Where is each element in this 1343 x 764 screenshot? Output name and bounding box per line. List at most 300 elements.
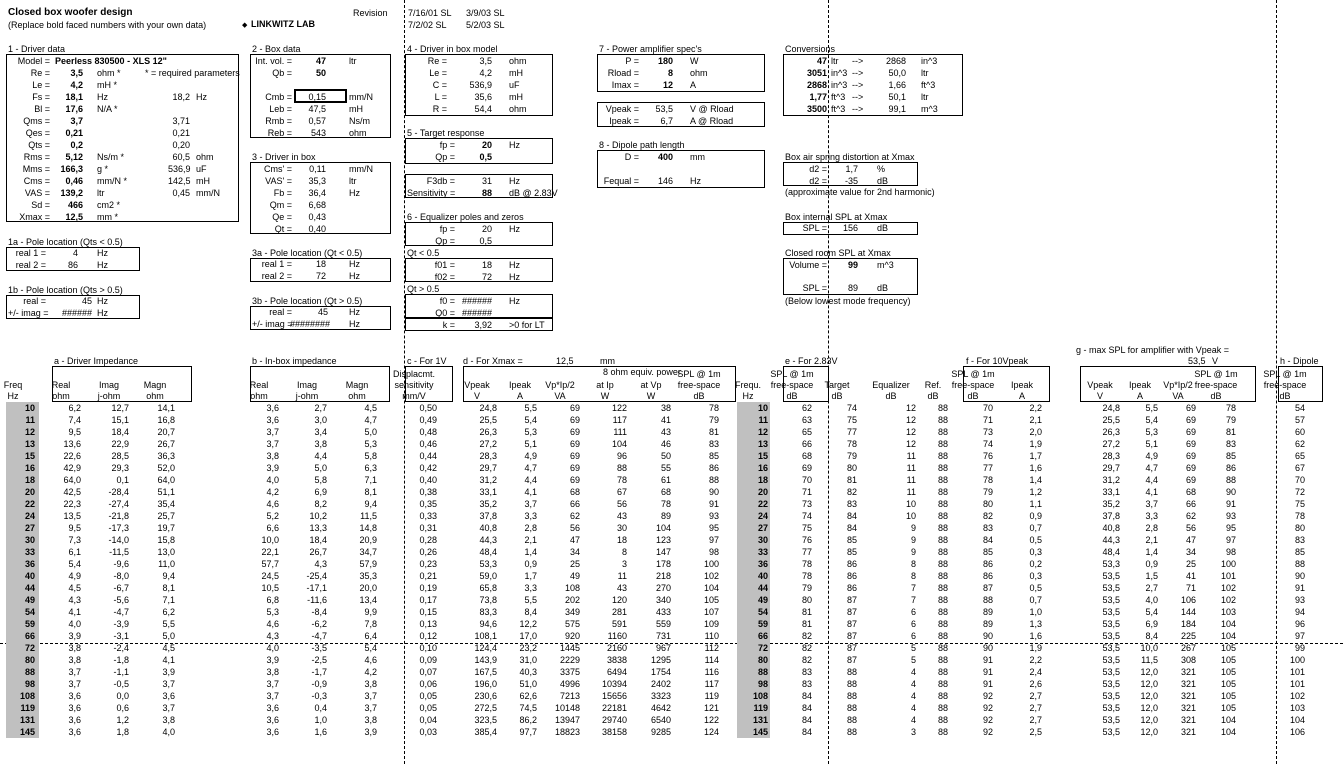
cell-c4: 3,6 [266, 403, 279, 413]
s1-r11-c1[interactable]: 466 [67, 200, 83, 210]
cell-c2: 1,2 [116, 715, 129, 725]
cell-c21: 53,5 [1102, 703, 1120, 713]
s6-r4-c2: Hz [509, 272, 520, 282]
cell-c6: 5,0 [364, 427, 377, 437]
cell-c20: 1,9 [1029, 439, 1042, 449]
cell-c15: 84 [801, 715, 812, 725]
cell-c8: 59,0 [479, 571, 497, 581]
cell-c19: 90 [982, 643, 993, 653]
cell-c16: 82 [846, 487, 857, 497]
cell-c18: 88 [937, 571, 948, 581]
th-6-label: Magn [345, 380, 369, 390]
cell-c20: 2,5 [1029, 727, 1042, 737]
cell-c8: 35,2 [479, 499, 497, 509]
cell-c10: 2229 [559, 655, 580, 665]
cell-c13: 100 [703, 559, 719, 569]
cell-c13: 104 [703, 583, 719, 593]
sec-g-unit: V [1212, 356, 1219, 366]
cell-c21: 53,5 [1102, 595, 1120, 605]
cell-c7: 0,31 [419, 523, 437, 533]
cell-c12: 46 [660, 439, 671, 449]
th-18-label: Ref. [924, 380, 942, 390]
conv-r3-c0[interactable]: 1,77 [809, 92, 827, 102]
s1-r9-c1[interactable]: 0,46 [65, 176, 83, 186]
cell-c18: 88 [937, 643, 948, 653]
s6-title: 6 - Equalizer poles and zeros [407, 212, 524, 222]
s1-r10-c1[interactable]: 139,2 [60, 188, 83, 198]
cell-c24: 102 [1220, 583, 1236, 593]
cell-c0: 80 [24, 655, 35, 665]
cell-c7: 0,50 [419, 403, 437, 413]
s1-r0-c1[interactable]: 3,5 [70, 68, 83, 78]
cell-c9: 8,4 [524, 607, 537, 617]
cell-c25: 106 [1289, 727, 1305, 737]
cell-c23: 144 [1180, 607, 1196, 617]
cell-c2: 0,0 [116, 691, 129, 701]
sec-h-title: h - Dipole [1280, 356, 1319, 366]
cell-c12: 61 [660, 475, 671, 485]
cell-c6: 14,8 [359, 523, 377, 533]
cell-c19: 84 [982, 535, 993, 545]
cell-c11: 38158 [601, 727, 627, 737]
th-17-label: Equalizer [872, 380, 910, 390]
cell-c25: 83 [1294, 535, 1305, 545]
cell-c25: 90 [1294, 571, 1305, 581]
cell-c1: 4,3 [68, 595, 81, 605]
cell-c21: 53,5 [1102, 619, 1120, 629]
cell-c21: 53,5 [1102, 655, 1120, 665]
cell-c24: 105 [1220, 667, 1236, 677]
cell-c1: 4,9 [68, 571, 81, 581]
s8-r0-c2: mm [690, 152, 705, 162]
th-3-label: Magn [143, 380, 167, 390]
th-2-unit: j-ohm [97, 391, 121, 401]
cell-c24: 105 [1220, 655, 1236, 665]
cell-c6: 7,1 [364, 475, 377, 485]
cell-c21: 53,5 [1102, 643, 1120, 653]
cell-c13: 109 [703, 619, 719, 629]
sec-f-title: f - For 10Vpeak [966, 356, 1029, 366]
th-9-label: Ipeak [508, 380, 532, 390]
cell-c0: 20 [24, 487, 35, 497]
s3-r2-c2: Hz [349, 188, 360, 198]
cell-c5: 1,6 [314, 727, 327, 737]
cell-c22: 12,0 [1140, 679, 1158, 689]
table-row [0, 703, 1343, 714]
cell-c24: 104 [1220, 727, 1236, 737]
cell-c21: 35,2 [1102, 499, 1120, 509]
s1-r7-c1[interactable]: 5,12 [65, 152, 83, 162]
cell-c20: 2,2 [1029, 655, 1042, 665]
cell-c13: 81 [708, 427, 719, 437]
cell-c25: 57 [1294, 415, 1305, 425]
cell-c16: 75 [846, 415, 857, 425]
cell-c1: 13,6 [63, 439, 81, 449]
cell-c5: 10,2 [309, 511, 327, 521]
cell-c7: 0,05 [419, 691, 437, 701]
cell-c9: 5,5 [524, 595, 537, 605]
cell-c7: 0,06 [419, 679, 437, 689]
th-12-label: at Vp [640, 380, 662, 390]
cell-c9: 4,4 [524, 475, 537, 485]
cell-c23: 71 [1185, 583, 1196, 593]
cell-c3: 15,8 [157, 535, 175, 545]
th-4-label: Real [249, 380, 269, 390]
cell-c4: 3,6 [266, 727, 279, 737]
th-20-unit: A [1018, 391, 1025, 401]
s1-r2-c3: 18,2 [172, 92, 190, 102]
cell-c13: 78 [708, 403, 719, 413]
cell-c17: 11 [906, 475, 916, 485]
cell-c9: 3,7 [524, 499, 537, 509]
conv-r2-c3: 1,66 [888, 80, 906, 90]
cell-c21: 25,5 [1102, 415, 1120, 425]
cell-c21: 31,2 [1102, 475, 1120, 485]
cell-c24: 104 [1220, 715, 1236, 725]
cell-c22: 4,9 [1145, 451, 1158, 461]
cell-c5: 4,4 [314, 451, 327, 461]
cell-c5: -4,7 [311, 631, 327, 641]
cell-c9: 17,0 [519, 631, 537, 641]
conv-r2-c0[interactable]: 2868 [806, 80, 827, 90]
cell-c18: 88 [937, 499, 948, 509]
cell-c19: 89 [982, 619, 993, 629]
th-5-label: Imag [296, 380, 317, 390]
s7-r2-c1[interactable]: 12 [662, 80, 673, 90]
conv-r3-c2: --> [852, 92, 864, 102]
s1-r7-c2: Ns/m * [97, 152, 124, 162]
cell-c25: 100 [1289, 655, 1305, 665]
table-row [0, 487, 1343, 498]
cell-c6: 5,3 [364, 439, 377, 449]
s2-r1-c1[interactable]: 50 [315, 68, 326, 78]
cell-c18: 88 [937, 595, 948, 605]
cell-c2: 1,8 [116, 727, 129, 737]
cell-c18: 88 [937, 619, 948, 629]
cell-c25: 65 [1294, 451, 1305, 461]
cell-c1: 64,0 [63, 475, 81, 485]
cell-c7: 0,40 [419, 475, 437, 485]
cell-c22: 8,4 [1145, 631, 1158, 641]
s1-r3-c1[interactable]: 17,6 [65, 104, 83, 114]
cell-c17: 12 [905, 427, 916, 437]
s6-r8-c1: 3,92 [474, 320, 492, 330]
cell-c4: 4,0 [266, 475, 279, 485]
cell-c0: 15 [24, 451, 35, 461]
s7-r3-c2: V @ Rload [690, 104, 734, 114]
cell-c16: 85 [846, 535, 857, 545]
cell-c15: 82 [801, 643, 812, 653]
s1-r6-c1[interactable]: 0,2 [70, 140, 83, 150]
cell-c11: 78 [616, 475, 627, 485]
cell-c16: 77 [846, 427, 857, 437]
cell-c5: 6,9 [314, 487, 327, 497]
cell-c11: 104 [611, 439, 627, 449]
cell-c3: 19,7 [157, 523, 175, 533]
s4-r0-c1: 3,5 [479, 56, 492, 66]
spring-title: Box air spring distortion at Xmax [785, 152, 915, 162]
cell-c16: 87 [846, 607, 857, 617]
s1-r5-c1[interactable]: 0,21 [65, 128, 83, 138]
cell-c13: 105 [703, 595, 719, 605]
revision-2: 3/9/03 SL [466, 8, 505, 18]
cell-c5: -25,4 [306, 571, 327, 581]
s5-r3-c1[interactable]: 88 [481, 188, 492, 198]
cell-c24: 103 [1220, 607, 1236, 617]
cell-c14: 22 [757, 499, 768, 509]
cell-c22: 2,8 [1145, 523, 1158, 533]
cell-c7: 0,07 [419, 667, 437, 677]
s1-r5-c3: 0,21 [172, 128, 190, 138]
cell-c19: 91 [982, 679, 993, 689]
cell-c12: 147 [655, 547, 671, 557]
cell-c21: 53,5 [1102, 679, 1120, 689]
s6-r0-c2: Hz [509, 224, 520, 234]
cell-c14: 40 [757, 571, 768, 581]
s4-r3-c1: 35,6 [474, 92, 492, 102]
cell-c10: 68 [569, 487, 580, 497]
cell-c1: 3,7 [68, 667, 81, 677]
cell-c23: 69 [1185, 403, 1196, 413]
cell-c10: 69 [569, 415, 580, 425]
cell-c13: 124 [703, 727, 719, 737]
s6-r6-c1: ###### [461, 296, 492, 306]
s7-r1-c1[interactable]: 8 [667, 68, 673, 78]
cell-c22: 5,5 [1145, 403, 1158, 413]
cell-c10: 47 [569, 535, 580, 545]
sec-d-note: 8 ohm equiv. power [603, 367, 681, 377]
cell-c9: 12,2 [519, 619, 537, 629]
cell-c20: 2,7 [1029, 691, 1042, 701]
cell-c15: 79 [801, 583, 812, 593]
cell-c20: 2,7 [1029, 703, 1042, 713]
cell-c3: 16,8 [157, 415, 175, 425]
s3-r3-c0: Qm = [269, 200, 292, 210]
table-row [0, 475, 1343, 486]
s4-r2-c0: C = [432, 80, 447, 90]
cell-c0: 59 [24, 619, 35, 629]
cell-c1: 22,3 [63, 499, 81, 509]
cell-c22: 0,9 [1145, 559, 1158, 569]
cell-c17: 4 [910, 667, 916, 677]
cell-c14: 98 [757, 679, 768, 689]
cell-c11: 6494 [606, 667, 627, 677]
cell-c15: 83 [801, 679, 812, 689]
conv-title: Conversions [785, 44, 836, 54]
conv-r4-c0[interactable]: 3500 [806, 104, 827, 114]
cell-c0: 66 [24, 631, 35, 641]
revision-3: 7/2/02 SL [408, 20, 447, 30]
s1-r9-c0: Cms = [23, 176, 50, 186]
cell-c5: -8,4 [311, 607, 327, 617]
cell-c16: 78 [846, 439, 857, 449]
table-row [0, 655, 1343, 666]
cell-c6: 57,9 [359, 559, 377, 569]
s1-r4-c0: Qms = [23, 116, 50, 126]
cell-c25: 102 [1289, 691, 1305, 701]
room-vol-value[interactable]: 99 [847, 260, 858, 270]
cell-c1: 4,5 [68, 583, 81, 593]
cell-c9: 86,2 [519, 715, 537, 725]
cell-c8: 108,1 [474, 631, 497, 641]
cell-c15: 78 [801, 571, 812, 581]
cell-c5: -3,5 [311, 643, 327, 653]
s5-r2-c2: Hz [509, 176, 520, 186]
cell-c24: 100 [1220, 559, 1236, 569]
cell-c21: 53,5 [1102, 715, 1120, 725]
cell-c16: 87 [846, 655, 857, 665]
s1-r1-c1[interactable]: 4,2 [70, 80, 83, 90]
s1-r8-c1[interactable]: 166,3 [60, 164, 83, 174]
cell-c3: 7,1 [162, 595, 175, 605]
table-row [0, 415, 1343, 426]
revision-4: 5/2/03 SL [466, 20, 505, 30]
cell-c25: 72 [1294, 487, 1305, 497]
cell-c22: 12,0 [1140, 715, 1158, 725]
cell-c13: 110 [704, 631, 719, 641]
cell-c1: 22,6 [63, 451, 81, 461]
cell-c9: 3,3 [524, 583, 537, 593]
cell-c13: 90 [708, 487, 719, 497]
table-row [0, 619, 1343, 630]
cell-c12: 3323 [650, 691, 671, 701]
s2-r0-c1[interactable]: 47 [315, 56, 326, 66]
cell-c4: 4,0 [266, 643, 279, 653]
cell-c22: 5,4 [1145, 415, 1158, 425]
cell-c21: 33,1 [1102, 487, 1120, 497]
cell-c11: 15656 [601, 691, 627, 701]
cell-c23: 321 [1180, 667, 1196, 677]
s6-r7-c1: ###### [461, 308, 492, 318]
cell-c4: 3,7 [266, 691, 279, 701]
cell-c15: 62 [801, 403, 812, 413]
cell-c6: 3,7 [364, 703, 377, 713]
cell-c15: 80 [801, 595, 812, 605]
s4-r0-c2: ohm [509, 56, 527, 66]
cell-c18: 88 [937, 715, 948, 725]
cell-c8: 33,1 [479, 487, 497, 497]
table-row [0, 523, 1343, 534]
cell-c7: 0,35 [419, 499, 437, 509]
cell-c4: 57,7 [261, 559, 279, 569]
cell-c19: 79 [982, 487, 993, 497]
cell-c25: 101 [1289, 667, 1305, 677]
cell-c12: 41 [660, 415, 671, 425]
s6-r3-c0: f01 = [434, 260, 455, 270]
table-row [0, 727, 1343, 738]
cell-c22: 5,3 [1145, 427, 1158, 437]
cell-c7: 0,09 [419, 655, 437, 665]
cell-c19: 86 [982, 559, 993, 569]
s8-r0-c1[interactable]: 400 [657, 152, 673, 162]
cell-c22: 12,0 [1140, 691, 1158, 701]
cell-c6: 3,8 [364, 679, 377, 689]
conv-r1-c0[interactable]: 3051 [806, 68, 827, 78]
cell-c5: 5,8 [314, 475, 327, 485]
cell-c4: 10,0 [261, 535, 279, 545]
cell-c14: 15 [757, 451, 768, 461]
cell-c3: 14,1 [157, 403, 175, 413]
cell-c22: 4,4 [1145, 475, 1158, 485]
s1-r8-c3: 536,9 [168, 164, 191, 174]
s5-r1-c1[interactable]: 0,5 [479, 152, 492, 162]
cell-c16: 87 [846, 643, 857, 653]
cell-c14: 59 [757, 619, 768, 629]
cell-c16: 84 [846, 523, 857, 533]
cell-c13: 85 [708, 451, 719, 461]
conv-r3-c3: 50,1 [888, 92, 906, 102]
s4-r3-c2: mH [509, 92, 523, 102]
cell-c20: 1,7 [1029, 451, 1042, 461]
cell-c8: 27,2 [479, 439, 497, 449]
cell-c16: 83 [846, 499, 857, 509]
s3-r4-c1: 0,43 [308, 212, 326, 222]
cell-c8: 29,7 [479, 463, 497, 473]
cell-c17: 9 [910, 547, 916, 557]
conv-r3-c4: ltr [921, 92, 929, 102]
cell-c20: 0,5 [1029, 535, 1042, 545]
room-spl-unit: dB [877, 283, 889, 293]
conv-r0-c0[interactable]: 47 [816, 56, 827, 66]
cell-c22: 1,5 [1145, 571, 1158, 581]
cell-c5: -11,6 [307, 595, 327, 605]
s7-r0-c0: P = [625, 56, 639, 66]
s1-r4-c1[interactable]: 3,7 [70, 116, 83, 126]
cell-c15: 71 [801, 487, 812, 497]
cell-c17: 4 [910, 715, 916, 725]
cell-c23: 321 [1180, 691, 1196, 701]
s7-r0-c1[interactable]: 180 [657, 56, 673, 66]
cell-c11: 18 [616, 535, 627, 545]
s6-r4-c1: 72 [481, 272, 492, 282]
th-19-top: SPL @ 1m [951, 369, 995, 379]
cell-c1: 3,8 [68, 655, 81, 665]
cell-c15: 70 [801, 475, 812, 485]
cell-c19: 88 [982, 595, 993, 605]
cell-c19: 86 [982, 571, 993, 581]
s5-r0-c1[interactable]: 20 [481, 140, 492, 150]
spring-r1-c1: -35 [844, 176, 858, 186]
cell-c0: 98 [24, 679, 35, 689]
s5-r3-c0: Sensitivity = [407, 188, 456, 198]
th-17-unit: dB [885, 391, 897, 401]
table-row [0, 715, 1343, 726]
th-5-unit: j-ohm [295, 391, 319, 401]
model-value[interactable]: Peerless 830500 - XLS 12" [55, 56, 167, 66]
cell-c18: 88 [937, 691, 948, 701]
cell-c6: 4,7 [364, 415, 377, 425]
cell-c3: 6,2 [162, 607, 175, 617]
cell-c9: 31,0 [519, 655, 537, 665]
cell-c2: 18,4 [111, 427, 129, 437]
cell-c3: 5,5 [162, 619, 175, 629]
s1-r2-c1[interactable]: 18,1 [65, 92, 83, 102]
cell-c17: 6 [910, 619, 916, 629]
s4-r2-c1: 536,9 [469, 80, 492, 90]
cell-c11: 43 [616, 583, 627, 593]
conv-r2-c4: ft^3 [921, 80, 936, 90]
cell-c1: 42,9 [63, 463, 81, 473]
th-25-top: SPL @ 1m [1263, 369, 1307, 379]
s1b-title: 1b - Pole location (Qts > 0.5) [8, 285, 123, 295]
s1-r8-c0: Mms = [22, 164, 50, 174]
cell-c12: 340 [655, 595, 671, 605]
cell-c13: 93 [708, 511, 719, 521]
s1a-r0-c1: 4 [72, 248, 78, 258]
s4-r1-c1: 4,2 [479, 68, 492, 78]
s1-r12-c1[interactable]: 12,5 [65, 212, 83, 222]
cell-c2: -1,1 [113, 667, 129, 677]
